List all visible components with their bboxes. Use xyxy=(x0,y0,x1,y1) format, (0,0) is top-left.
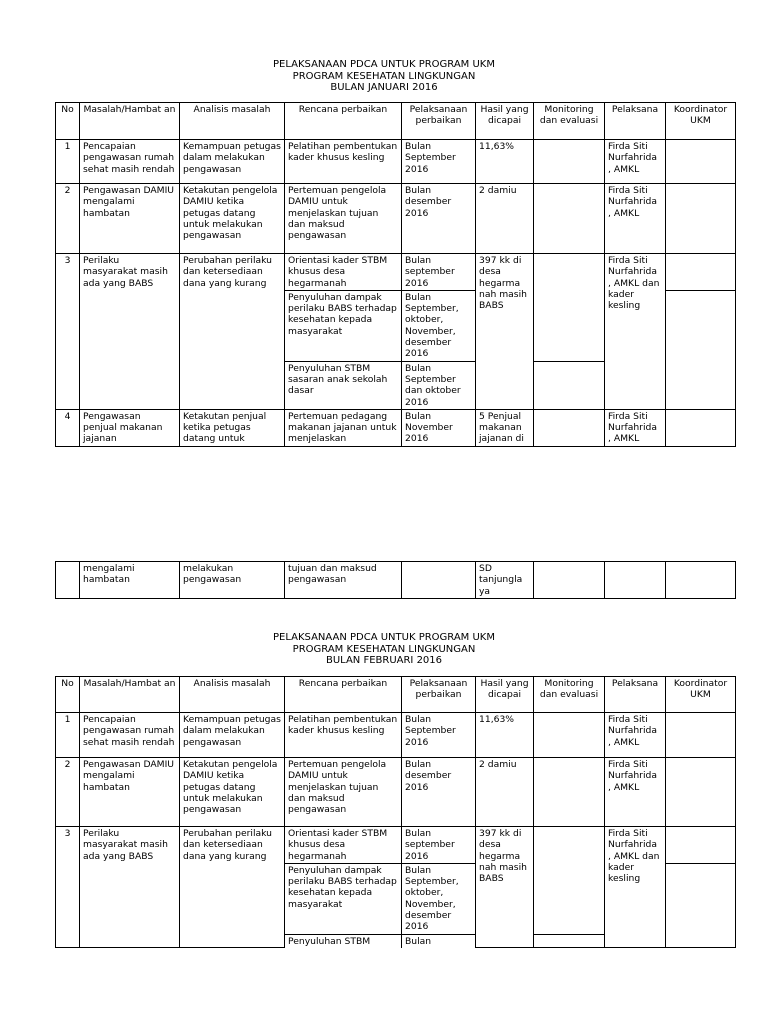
header-analisis: Analisis masalah xyxy=(180,677,285,713)
header-koordinator: Koordinator UKM xyxy=(666,677,736,713)
feb-title-line-2: PROGRAM KESEHATAN LINGKUNGAN xyxy=(292,643,476,655)
cell-rencana: Pertemuan pengelola DAMIU untuk menjelaskan tujuan dan maksud pengawasan xyxy=(285,184,402,254)
cell-pelaksana: Firda Siti Nurfahrida , AMKL dan kader kesling xyxy=(605,827,666,948)
header-monitoring: Monitoring dan evaluasi xyxy=(534,103,605,140)
row-no: 1 xyxy=(56,713,80,758)
cell-rencana: tujuan dan maksud pengawasan xyxy=(285,562,402,599)
feb-title-line-3: BULAN FEBRUARI 2016 xyxy=(325,655,443,666)
header-monitoring: Monitoring dan evaluasi xyxy=(534,677,605,713)
cell-monitoring xyxy=(534,254,605,362)
row-no: 2 xyxy=(56,184,80,254)
cell-masalah: mengalami hambatan xyxy=(80,562,180,599)
row-no xyxy=(56,562,80,599)
cell-monitoring xyxy=(534,409,605,446)
jan-title-line-1: PELAKSANAAN PDCA UNTUK PROGRAM UKM xyxy=(272,59,495,70)
feb-header-row xyxy=(56,677,736,713)
cell-pelaksanaan: Bulan September, oktober, November, desember 2016 xyxy=(402,863,476,934)
cell-pelaksanaan: Bulan September 2016 xyxy=(402,140,476,184)
row-no: 1 xyxy=(56,140,80,184)
cell-monitoring xyxy=(534,934,605,948)
cell-hasil: 11,63% xyxy=(476,713,534,758)
cell-pelaksana: Firda Siti Nurfahrida , AMKL dan kader kesling xyxy=(605,254,666,410)
jan-header-row xyxy=(56,103,736,140)
table-row xyxy=(56,827,736,864)
cell-koordinator xyxy=(666,827,736,864)
cell-hasil: 2 damiu xyxy=(476,758,534,827)
header-masalah: Masalah/Hambat an xyxy=(80,677,180,713)
cell-pelaksanaan: Bulan September 2016 xyxy=(402,713,476,758)
cell-analisis: Perubahan perilaku dan ketersediaan dana yang kurang xyxy=(180,254,285,410)
cell-koordinator xyxy=(666,184,736,254)
cell-monitoring xyxy=(534,713,605,758)
cell-pelaksana: Firda Siti Nurfahrida , AMKL xyxy=(605,184,666,254)
cell-monitoring xyxy=(534,758,605,827)
cell-rencana: Pelatihan pembentukan kader khusus kesling xyxy=(285,713,402,758)
row-no: 3 xyxy=(56,827,80,948)
cell-monitoring xyxy=(534,184,605,254)
cell-pelaksana: Firda Siti Nurfahrida , AMKL xyxy=(605,713,666,758)
table-row xyxy=(56,562,736,599)
jan-title-line-2: PROGRAM KESEHATAN LINGKUNGAN xyxy=(292,70,476,82)
cell-hasil: 5 Penjual makanan jajanan di xyxy=(476,409,534,446)
cell-pelaksanaan: Bulan September, oktober, November, desember 2016 xyxy=(402,290,476,361)
cell-masalah: Pengawasan penjual makanan jajanan xyxy=(80,409,180,446)
cell-monitoring xyxy=(534,827,605,935)
row-no: 2 xyxy=(56,758,80,827)
table-row xyxy=(56,184,736,254)
table-row xyxy=(56,254,736,291)
cell-rencana: Pertemuan pengelola DAMIU untuk menjelaskan tujuan dan maksud pengawasan xyxy=(285,758,402,827)
row-no: 4 xyxy=(56,409,80,446)
table-row xyxy=(56,713,736,758)
feb-title-line-1: PELAKSANAAN PDCA UNTUK PROGRAM UKM xyxy=(272,632,495,643)
cell-analisis: Ketakutan penjual ketika petugas datang untuk xyxy=(180,409,285,446)
cell-rencana: Pertemuan pedagang makanan jajanan untuk menjelaskan xyxy=(285,409,402,446)
cell-pelaksana xyxy=(605,562,666,599)
cell-koordinator xyxy=(666,562,736,599)
cell-hasil: 2 damiu xyxy=(476,184,534,254)
feb-pdca-table xyxy=(55,676,736,948)
cell-rencana: Orientasi kader STBM khusus desa hegarmanah xyxy=(285,827,402,864)
cell-masalah: Pencapaian pengawasan rumah sehat masih rendah xyxy=(80,140,180,184)
cell-koordinator xyxy=(666,713,736,758)
cell-monitoring xyxy=(534,140,605,184)
feb-title-block xyxy=(0,632,768,667)
cell-hasil: 11,63% xyxy=(476,140,534,184)
cell-pelaksana: Firda Siti Nurfahrida , AMKL xyxy=(605,758,666,827)
jan-continuation-table xyxy=(55,561,736,599)
cell-masalah: Perilaku masyarakat masih ada yang BABS xyxy=(80,827,180,948)
cell-pelaksanaan: Bulan desember 2016 xyxy=(402,758,476,827)
cell-analisis: Ketakutan pengelola DAMIU ketika petugas datang untuk melakukan pengawasan xyxy=(180,184,285,254)
cell-monitoring xyxy=(534,361,605,409)
cell-pelaksanaan: Bulan September dan oktober 2016 xyxy=(402,361,476,409)
cell-pelaksanaan: Bulan xyxy=(402,934,476,948)
cell-rencana: Penyuluhan dampak perilaku BABS terhadap kesehatan kepada masyarakat xyxy=(285,863,402,934)
cell-analisis: Kemampuan petugas dalam melakukan pengawasan xyxy=(180,140,285,184)
cell-monitoring xyxy=(534,562,605,599)
cell-pelaksana: Firda Siti Nurfahrida , AMKL xyxy=(605,140,666,184)
header-rencana: Rencana perbaikan xyxy=(285,103,402,140)
header-hasil: Hasil yang dicapai xyxy=(476,677,534,713)
cell-pelaksanaan: Bulan November 2016 xyxy=(402,409,476,446)
cell-analisis: Perubahan perilaku dan ketersediaan dana yang kurang xyxy=(180,827,285,948)
cell-rencana: Penyuluhan STBM xyxy=(285,934,402,948)
header-pelaksanaan: Pelaksanaan perbaikan xyxy=(402,677,476,713)
cell-hasil: 397 kk di desa hegarma nah masih BABS xyxy=(476,254,534,410)
cell-masalah: Pengawasan DAMIU mengalami hambatan xyxy=(80,184,180,254)
cell-masalah: Pencapaian pengawasan rumah sehat masih rendah xyxy=(80,713,180,758)
table-row xyxy=(56,409,736,446)
table-row xyxy=(56,758,736,827)
cell-masalah: Perilaku masyarakat masih ada yang BABS xyxy=(80,254,180,410)
table-row xyxy=(56,140,736,184)
cell-analisis: Ketakutan pengelola DAMIU ketika petugas datang untuk melakukan pengawasan xyxy=(180,758,285,827)
header-masalah: Masalah/Hambat an xyxy=(80,103,180,140)
cell-pelaksanaan: Bulan desember 2016 xyxy=(402,184,476,254)
row-no: 3 xyxy=(56,254,80,410)
cell-koordinator xyxy=(666,254,736,291)
jan-pdca-table xyxy=(55,102,736,447)
cell-rencana: Orientasi kader STBM khusus desa hegarmanah xyxy=(285,254,402,291)
cell-rencana: Penyuluhan dampak perilaku BABS terhadap kesehatan kepada masyarakat xyxy=(285,290,402,361)
cell-koordinator xyxy=(666,140,736,184)
cell-analisis: Kemampuan petugas dalam melakukan pengawasan xyxy=(180,713,285,758)
jan-title-line-3: BULAN JANUARI 2016 xyxy=(330,82,438,93)
header-rencana: Rencana perbaikan xyxy=(285,677,402,713)
cell-pelaksanaan: Bulan september 2016 xyxy=(402,827,476,864)
cell-rencana: Penyuluhan STBM sasaran anak sekolah dasar xyxy=(285,361,402,409)
cell-pelaksanaan xyxy=(402,562,476,599)
cell-analisis: melakukan pengawasan xyxy=(180,562,285,599)
jan-title-block xyxy=(0,59,768,94)
cell-koordinator xyxy=(666,409,736,446)
header-hasil: Hasil yang dicapai xyxy=(476,103,534,140)
header-pelaksana: Pelaksana xyxy=(605,103,666,140)
header-analisis: Analisis masalah xyxy=(180,103,285,140)
cell-koordinator xyxy=(666,758,736,827)
cell-pelaksana: Firda Siti Nurfahrida , AMKL xyxy=(605,409,666,446)
cell-koordinator xyxy=(666,863,736,948)
cell-rencana: Pelatihan pembentukan kader khusus kesling xyxy=(285,140,402,184)
cell-koordinator xyxy=(666,290,736,409)
header-pelaksana: Pelaksana xyxy=(605,677,666,713)
cell-pelaksanaan: Bulan september 2016 xyxy=(402,254,476,291)
header-no: No xyxy=(56,677,80,713)
cell-masalah: Pengawasan DAMIU mengalami hambatan xyxy=(80,758,180,827)
header-koordinator: Koordinator UKM xyxy=(666,103,736,140)
cell-hasil: 397 kk di desa hegarma nah masih BABS xyxy=(476,827,534,948)
header-pelaksanaan: Pelaksanaan perbaikan xyxy=(402,103,476,140)
header-no: No xyxy=(56,103,80,140)
cell-hasil: SD tanjungla ya xyxy=(476,562,534,599)
